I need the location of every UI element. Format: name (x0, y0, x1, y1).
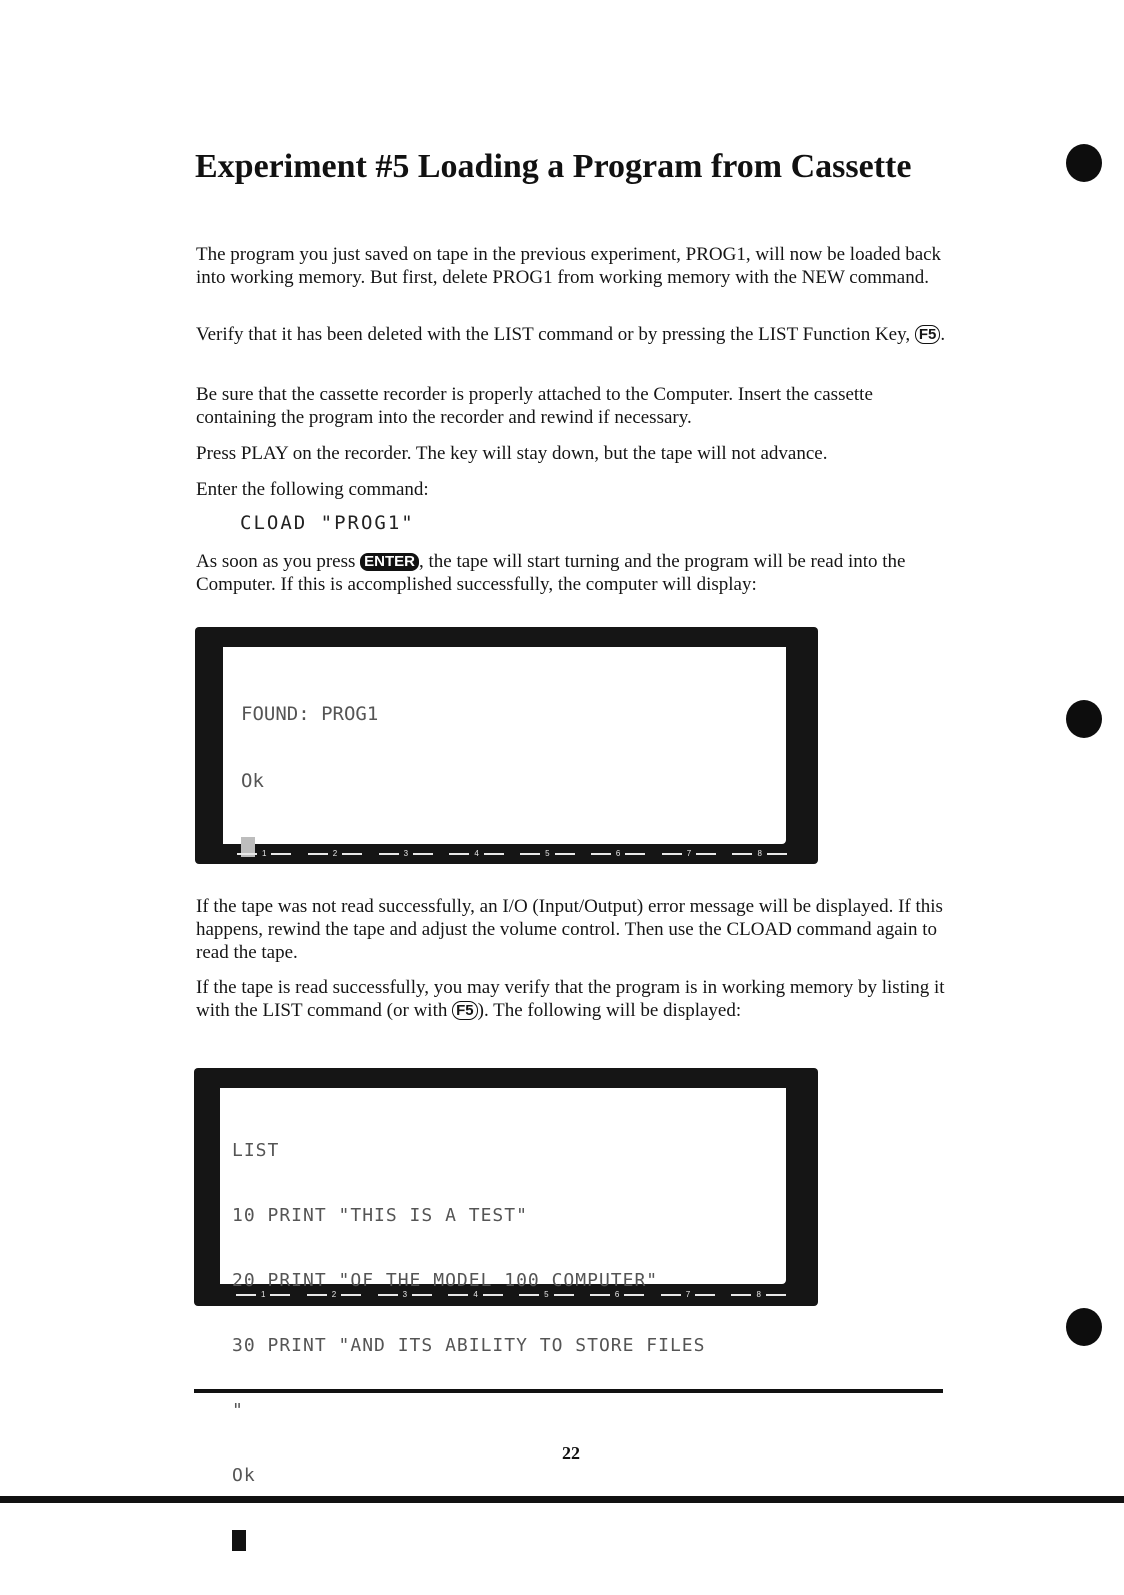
function-key-label: 7 (661, 1290, 715, 1299)
screen-line: Ok (232, 1465, 256, 1486)
paragraph-enter-key (196, 550, 946, 596)
function-key-label: 6 (591, 849, 645, 858)
page-number: 22 (562, 1443, 580, 1463)
f5-key-icon: F5 (452, 1001, 478, 1020)
code-cload: CLOAD "PROG1" (240, 512, 415, 534)
function-key-labels-1 (237, 849, 787, 858)
paragraph-error: If the tape was not read successfully, an I/O (Input/Output) error message will be displayed. If this happens, rewind the tape and adjust the volume control. Then use the CLOAD command again to read the tape. (196, 896, 943, 963)
paragraph-verify-text: Verify that it has been deleted with the LIST command or by pressing the LIST Function Key, (196, 324, 911, 345)
function-key-label: 2 (308, 849, 362, 858)
function-key-label: 3 (378, 1290, 432, 1299)
function-key-label: 4 (449, 849, 503, 858)
screen-display-1 (195, 627, 818, 864)
paragraph-enter-command: Enter the following command: (196, 479, 429, 500)
function-key-label: 6 (590, 1290, 644, 1299)
function-key-labels-2 (236, 1290, 786, 1299)
function-key-label: 1 (237, 849, 291, 858)
paragraph-list-rest: ). The following will be displayed: (477, 1000, 742, 1021)
screen-line: 10 PRINT "THIS IS A TEST" (232, 1205, 528, 1226)
screen-line: " (232, 1400, 244, 1421)
binder-hole-icon (1066, 144, 1102, 182)
paragraph-enter-text: As soon as you press (196, 551, 356, 572)
cursor-icon (232, 1530, 246, 1551)
screen-line: Ok (241, 770, 264, 792)
screen-line (232, 1530, 705, 1553)
paragraph-intro: The program you just saved on tape in the previous experiment, PROG1, will now be loaded back into working memory. But first, delete PROG1 from working memory with the NEW command. (196, 244, 942, 288)
function-key-label: 1 (236, 1290, 290, 1299)
function-key-label: 2 (307, 1290, 361, 1299)
function-key-label: 7 (662, 849, 716, 858)
function-key-label: 5 (519, 1290, 573, 1299)
paragraph-enter-rest: , the tape will start turning and the program will be read into the Computer. If this is accomplished successfully, the computer will display: (196, 551, 906, 595)
function-key-label: 4 (448, 1290, 502, 1299)
screen-line: 30 PRINT "AND ITS ABILITY TO STORE FILES (232, 1335, 706, 1356)
footer-rule (194, 1389, 943, 1393)
function-key-label: 5 (520, 849, 574, 858)
binder-hole-icon (1066, 700, 1102, 738)
enter-key-icon: ENTER (360, 553, 419, 571)
paragraph-play: Press PLAY on the recorder. The key will stay down, but the tape will not advance. (196, 443, 828, 464)
paragraph-verify (196, 323, 946, 346)
function-key-label: 3 (379, 849, 433, 858)
screen-line: LIST (232, 1140, 280, 1161)
screen-line: 20 PRINT "OF THE MODEL 100 COMPUTER" (232, 1270, 659, 1291)
page-title: Experiment #5 Loading a Program from Cassette (195, 148, 912, 185)
paragraph-list-text: If the tape is read successfully, you may verify that the program is in working memory by listing it with the LIST command (or with (196, 977, 945, 1021)
paragraph-verify-end: . (940, 324, 946, 345)
f5-key-icon: F5 (915, 325, 941, 344)
screen-display-1-lcd (223, 647, 786, 844)
bottom-edge (0, 1496, 1124, 1503)
paragraph-cassette: Be sure that the cassette recorder is properly attached to the Computer. Insert the cassette containing the program into the recorder and rewind if necessary. (196, 384, 873, 428)
screen-line: FOUND: PROG1 (241, 703, 379, 725)
screen-display-1-text (241, 659, 378, 904)
binder-hole-icon (1066, 1308, 1102, 1346)
screen-display-2-text (232, 1098, 705, 1595)
function-key-label: 8 (731, 1290, 785, 1299)
function-key-label: 8 (732, 849, 786, 858)
paragraph-list (196, 976, 946, 1022)
